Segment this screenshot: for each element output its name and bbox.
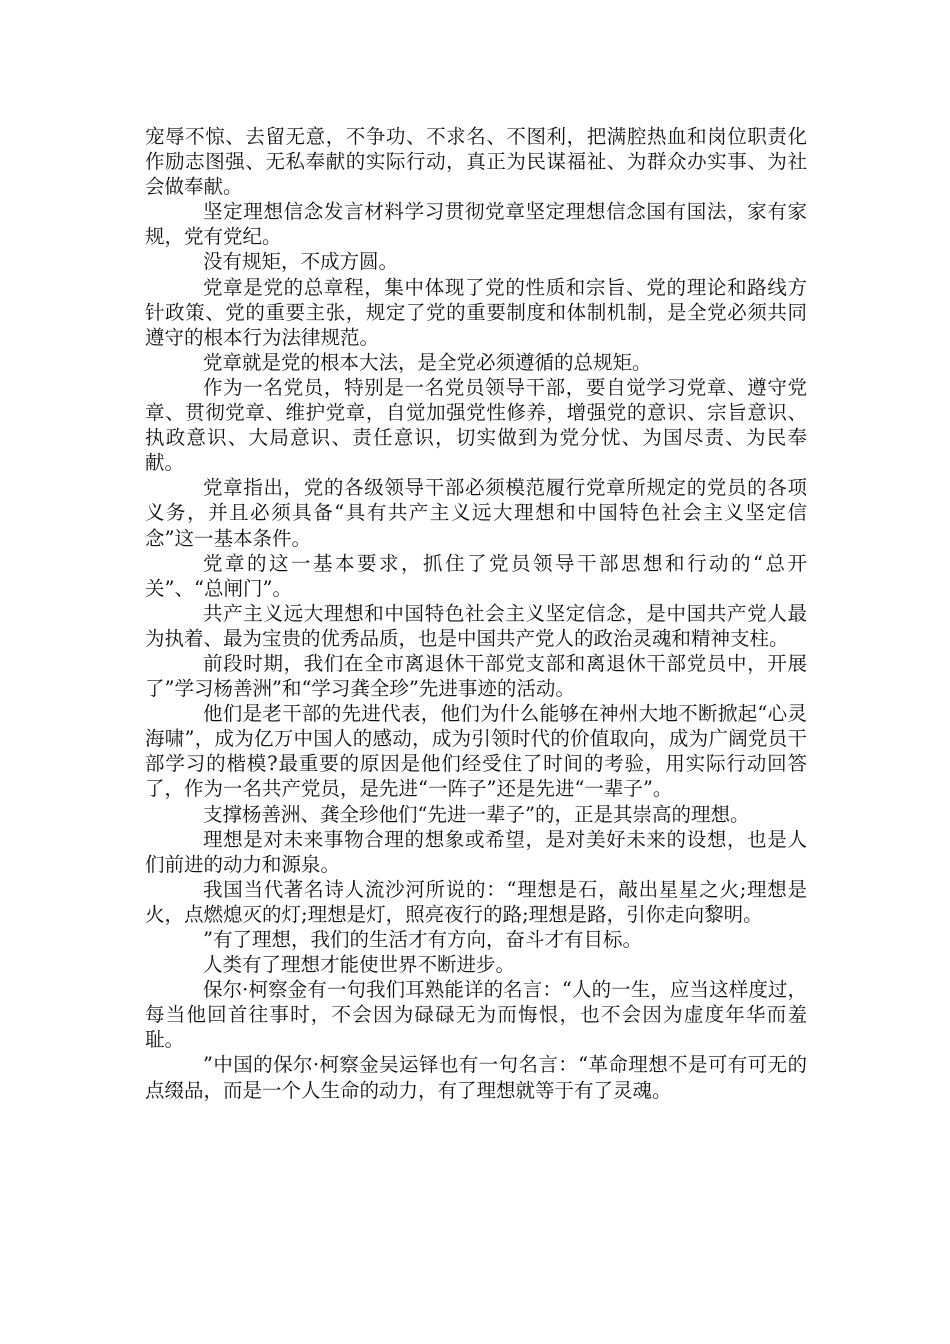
paragraph: 共产主义远大理想和中国特色社会主义坚定信念，是中国共产党人最为执着、最为宝贵的优秀品质，也是中国共产党人的政治灵魂和精神支柱。 — [145, 601, 807, 650]
paragraph: 党章指出，党的各级领导干部必须模范履行党章所规定的党员的各项义务，并且必须具备“具有共产主义远大理想和中国特色社会主义坚定信念”这一基本条件。 — [145, 476, 807, 550]
paragraph: 坚定理想信念发言材料学习贯彻党章坚定理想信念国有国法，家有家规，党有党纪。 — [145, 200, 807, 249]
paragraph: 保尔·柯察金有一句我们耳熟能详的名言：“人的一生，应当这样度过，每当他回首往事时，不会因为碌碌无为而悔恨，也不会因为虚度年华而羞耻。 — [145, 978, 807, 1052]
paragraph: 理想是对未来事物合理的想象或希望，是对美好未来的设想，也是人们前进的动力和源泉。 — [145, 827, 807, 876]
paragraph: 人类有了理想才能使世界不断进步。 — [203, 953, 516, 977]
paragraph: 党章就是党的根本大法，是全党必须遵循的总规矩。 — [203, 350, 652, 374]
paragraph: 我国当代著名诗人流沙河所说的：“理想是石，敲出星星之火;理想是火，点燃熄灭的灯;理想是灯，照亮夜行的路;理想是路，引你走向黎明。 — [145, 877, 807, 926]
document-body — [145, 124, 807, 1103]
paragraph: 他们是老干部的先进代表，他们为什么能够在神州大地不断掀起“心灵海啸”，成为亿万中国人的感动，成为引领时代的价值取向，成为广阔党员干部学习的楷模?最重要的原因是他们经受住了时间的考验，用实际行动回答了，作为一名共产党员，是先进“一阵子”还是先进“一辈子”。 — [145, 702, 807, 801]
paragraph: 宠辱不惊、去留无意，不争功、不求名、不图利，把满腔热血和岗位职责化作励志图强、无私奉献的实际行动，真正为民谋福祉、为群众办实事、为社会做奉献。 — [145, 125, 807, 199]
paragraph: 支撑杨善洲、龚全珍他们“先进一辈子”的，正是其崇高的理想。 — [203, 802, 750, 826]
paragraph: ”有了理想，我们的生活才有方向，奋斗才有目标。 — [203, 928, 642, 951]
paragraph: 前段时期，我们在全市离退休干部党支部和离退休干部党员中，开展了”学习杨善洲”和“学习龚全珍”先进事迹的活动。 — [145, 651, 807, 701]
paragraph: ”中国的保尔·柯察金吴运铎也有一句名言：“革命理想不是可有可无的点缀品，而是一个人生命的动力，有了理想就等于有了灵魂。 — [145, 1053, 807, 1102]
paragraph: 党章的这一基本要求，抓住了党员领导干部思想和行动的“总开关”、“总闸门”。 — [145, 551, 807, 600]
paragraph: 没有规矩，不成方圆。 — [203, 250, 399, 274]
paragraph: 作为一名党员，特别是一名党员领导干部，要自觉学习党章、遵守党章、贯彻党章、维护党章，自觉加强党性修养，增强党的意识、宗旨意识、执政意识、大局意识、责任意识，切实做到为党分忧、为国尽责、为民奉献。 — [145, 375, 807, 475]
paragraph: 党章是党的总章程，集中体现了党的性质和宗旨、党的理论和路线方针政策、党的重要主张，规定了党的重要制度和体制机制，是全党必须共同遵守的根本行为法律规范。 — [145, 275, 807, 349]
